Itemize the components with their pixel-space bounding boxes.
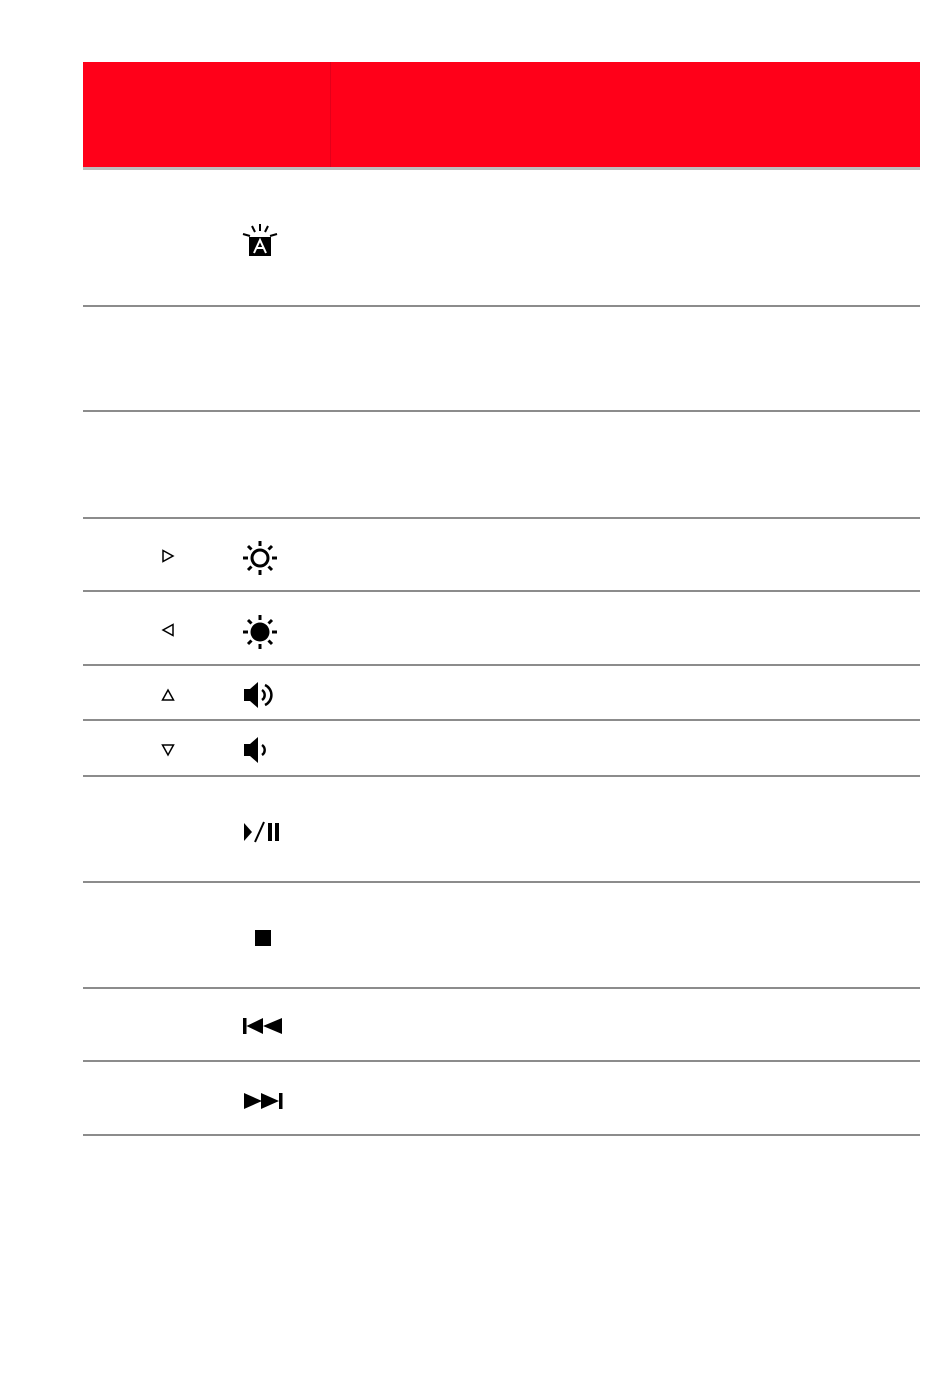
row-divider — [83, 1060, 920, 1062]
arrow-up-icon — [161, 688, 175, 702]
row-divider — [83, 305, 920, 307]
row-divider — [83, 1134, 920, 1136]
row-divider — [83, 517, 920, 519]
header-underline — [83, 167, 920, 170]
row-divider — [83, 410, 920, 412]
brightness-up-icon — [242, 540, 278, 576]
row-divider — [83, 987, 920, 989]
row-divider — [83, 590, 920, 592]
table-header — [83, 62, 920, 168]
header-column-divider — [330, 62, 331, 168]
row-divider — [83, 664, 920, 666]
play-pause-icon — [242, 820, 284, 844]
arrow-down-icon — [161, 743, 175, 757]
row-divider — [83, 719, 920, 721]
volume-down-icon — [242, 735, 276, 765]
volume-up-icon — [242, 680, 276, 710]
brightness-down-icon — [242, 614, 278, 650]
row-divider — [83, 775, 920, 777]
row-divider — [83, 881, 920, 883]
next-track-icon — [242, 1091, 284, 1111]
arrow-left-icon — [161, 623, 175, 637]
arrow-right-icon — [161, 549, 175, 563]
stop-icon — [255, 930, 271, 946]
keyboard-backlight-icon — [240, 221, 280, 259]
previous-track-icon — [242, 1016, 284, 1036]
